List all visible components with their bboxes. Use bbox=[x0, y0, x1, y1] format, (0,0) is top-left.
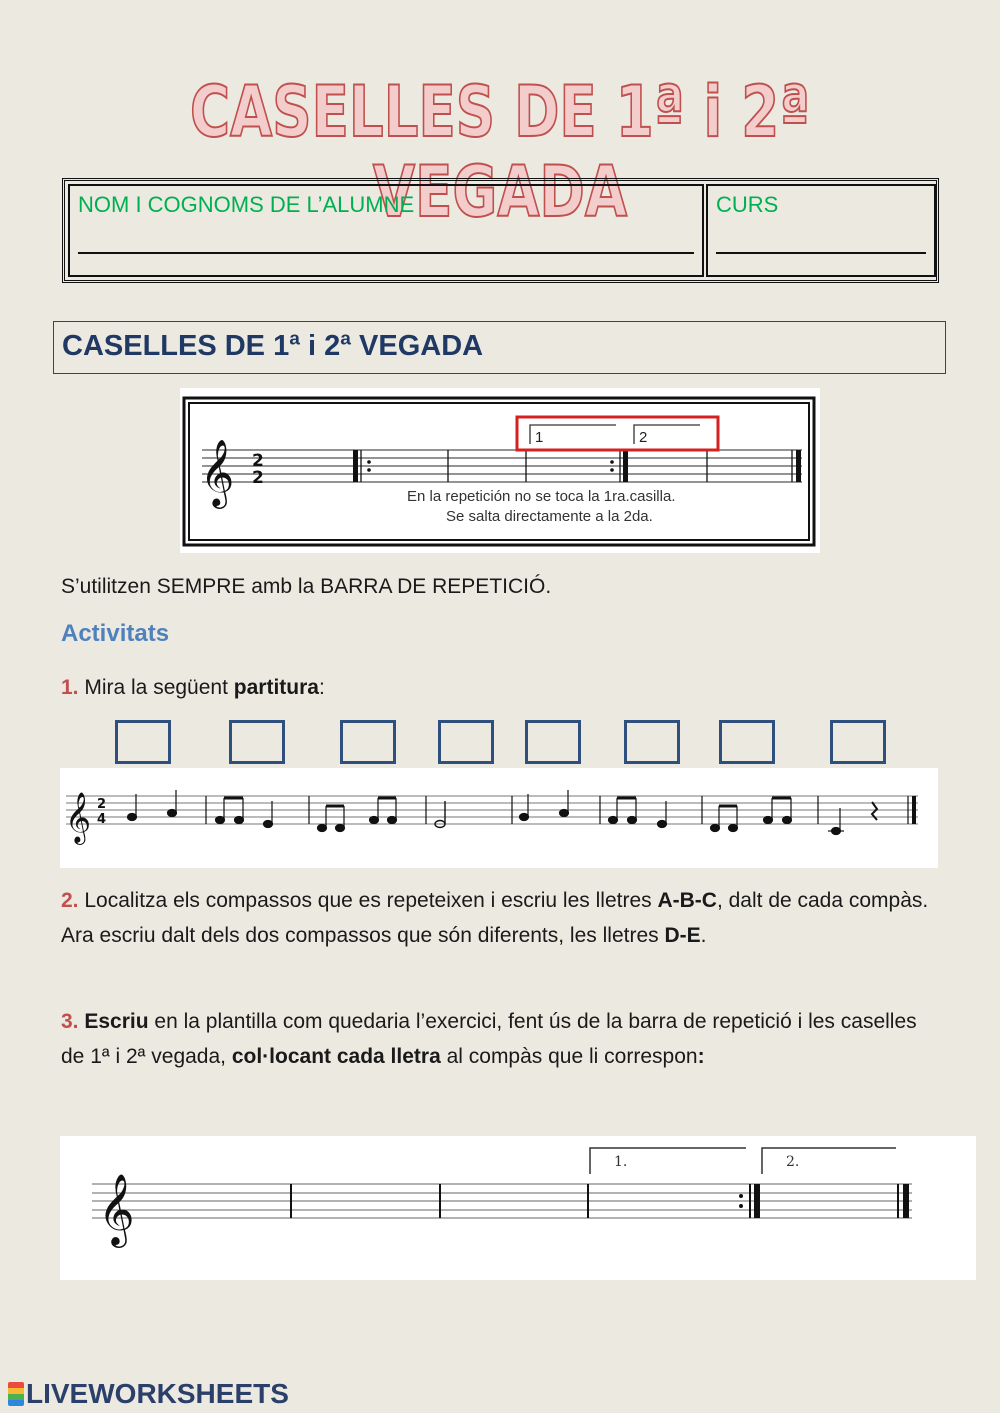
exercise-score bbox=[60, 768, 938, 868]
activities-heading: Activitats bbox=[61, 620, 170, 647]
example-caption-1: En la repetición no se toca la 1ra.casilla. bbox=[407, 488, 676, 505]
measure-1-notes bbox=[128, 790, 177, 821]
question-3 bbox=[61, 1004, 941, 1074]
example-time-top: 2 bbox=[252, 451, 264, 471]
question-1-end: : bbox=[318, 676, 325, 699]
answer-template-staff[interactable] bbox=[60, 1136, 976, 1280]
answer-box-4[interactable] bbox=[438, 720, 494, 764]
exercise-treble-clef-icon: 𝄞 bbox=[65, 792, 92, 843]
question-2-text-c: . bbox=[700, 924, 707, 947]
exercise-time-top: 2 bbox=[97, 797, 107, 812]
name-input-line[interactable] bbox=[78, 252, 694, 254]
question-3-text-a: en la plantilla com quedaria l’exercici, fent ús de la barra de repetició i les caselles de 1ª i 2ª vegada, bbox=[61, 1010, 917, 1068]
question-3-bold-lletra: col·locant cada lletra bbox=[231, 1045, 441, 1068]
answer-box-1[interactable] bbox=[115, 720, 171, 764]
answer-box-8[interactable] bbox=[830, 720, 886, 764]
logo-icon bbox=[8, 1382, 24, 1406]
question-2-bold-de: D-E bbox=[664, 924, 701, 947]
question-1-text: Mira la següent bbox=[78, 676, 234, 699]
question-1-bold: partitura bbox=[233, 676, 319, 699]
question-2-bold-abc: A-B-C bbox=[657, 889, 717, 912]
example-score-figure bbox=[180, 388, 820, 553]
answer-box-6[interactable] bbox=[624, 720, 680, 764]
question-1-number: 1. bbox=[61, 676, 79, 699]
measure-5-notes bbox=[520, 790, 569, 821]
section-title: CASELLES DE 1ª i 2ª VEGADA bbox=[62, 330, 484, 362]
measure-2-notes bbox=[216, 798, 273, 828]
example-staff-svg bbox=[180, 388, 820, 553]
name-cell bbox=[68, 184, 704, 277]
course-label: CURS bbox=[716, 192, 779, 217]
answer-box-3[interactable] bbox=[340, 720, 396, 764]
question-3-text-b: al compàs que li correspon bbox=[440, 1045, 698, 1068]
question-1 bbox=[61, 670, 325, 705]
question-2-number: 2. bbox=[61, 889, 79, 912]
logo-text: LIVEWORKSHEETS bbox=[26, 1378, 289, 1409]
example-ending-2: 2 bbox=[639, 429, 648, 446]
question-2-text-a: Localitza els compassos que es repeteixen i escriu les lletres bbox=[78, 889, 658, 912]
template-ending-1: 1. bbox=[614, 1154, 628, 1170]
treble-clef-icon: 𝄞 bbox=[200, 438, 235, 506]
exercise-time-bottom: 4 bbox=[97, 812, 107, 827]
intro-text: S’utilitzen SEMPRE amb la BARRA DE REPETICIÓ. bbox=[61, 575, 552, 598]
template-staff-svg bbox=[60, 1136, 976, 1280]
course-input-line[interactable] bbox=[716, 252, 926, 254]
worksheet-title: CASELLES DE 1ª i 2ª VEGADA bbox=[189, 71, 811, 233]
question-3-number: 3. bbox=[61, 1010, 79, 1033]
answer-box-5[interactable] bbox=[525, 720, 581, 764]
answer-box-2[interactable] bbox=[229, 720, 285, 764]
template-treble-clef-icon: 𝄞 bbox=[98, 1172, 135, 1245]
question-2 bbox=[61, 883, 941, 953]
example-caption-2: Se salta directamente a la 2da. bbox=[446, 508, 653, 525]
course-cell bbox=[706, 184, 936, 277]
answer-box-7[interactable] bbox=[719, 720, 775, 764]
section-heading-box bbox=[53, 321, 946, 374]
liveworksheets-logo[interactable] bbox=[8, 1378, 289, 1410]
measure-6-notes bbox=[609, 798, 667, 828]
name-label: NOM I COGNOMS DE L’ALUMNE bbox=[78, 192, 415, 217]
student-info-box bbox=[62, 178, 939, 283]
question-2-text-b: , dalt de cada compàs. Ara escriu dalt dels dos compassos que són diferents, les lletres bbox=[61, 889, 929, 947]
question-3-colon: : bbox=[697, 1045, 705, 1068]
template-ending-2: 2. bbox=[786, 1154, 800, 1170]
example-ending-1: 1 bbox=[535, 429, 544, 446]
exercise-staff-svg bbox=[60, 768, 938, 868]
question-3-bold-escriu: Escriu bbox=[84, 1010, 149, 1033]
example-time-bottom: 2 bbox=[252, 468, 264, 488]
measure-8-notes bbox=[828, 802, 877, 835]
